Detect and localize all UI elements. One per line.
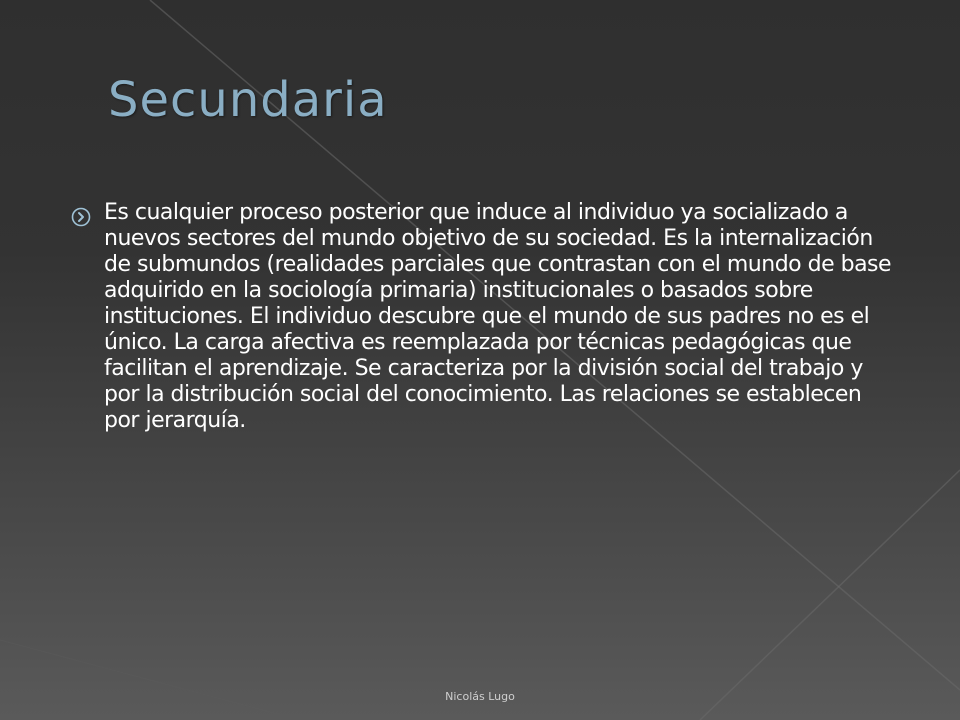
circled-chevron-right-icon <box>70 206 92 228</box>
slide-body <box>70 200 895 434</box>
bullet-text: Es cualquier proceso posterior que induce al individuo ya socializado a nuevos sectores del mundo objetivo de su sociedad. Es la internalización de submundos (realidades parciales que contrastan con el mundo de base adquirido en la sociología primaria) institucionales o basados sobre instituciones. El individuo descubre que el mundo de sus padres no es el único. La carga afectiva es reemplazada por técnicas pedagógicas que facilitan el aprendizaje. Se caracteriza por la división social del trabajo y por la distribución social del conocimiento. Las relaciones se establecen por jerarquía. <box>104 200 892 433</box>
slide-title: Secundaria <box>108 72 388 128</box>
footer-author: Nicolás Lugo <box>445 690 515 703</box>
